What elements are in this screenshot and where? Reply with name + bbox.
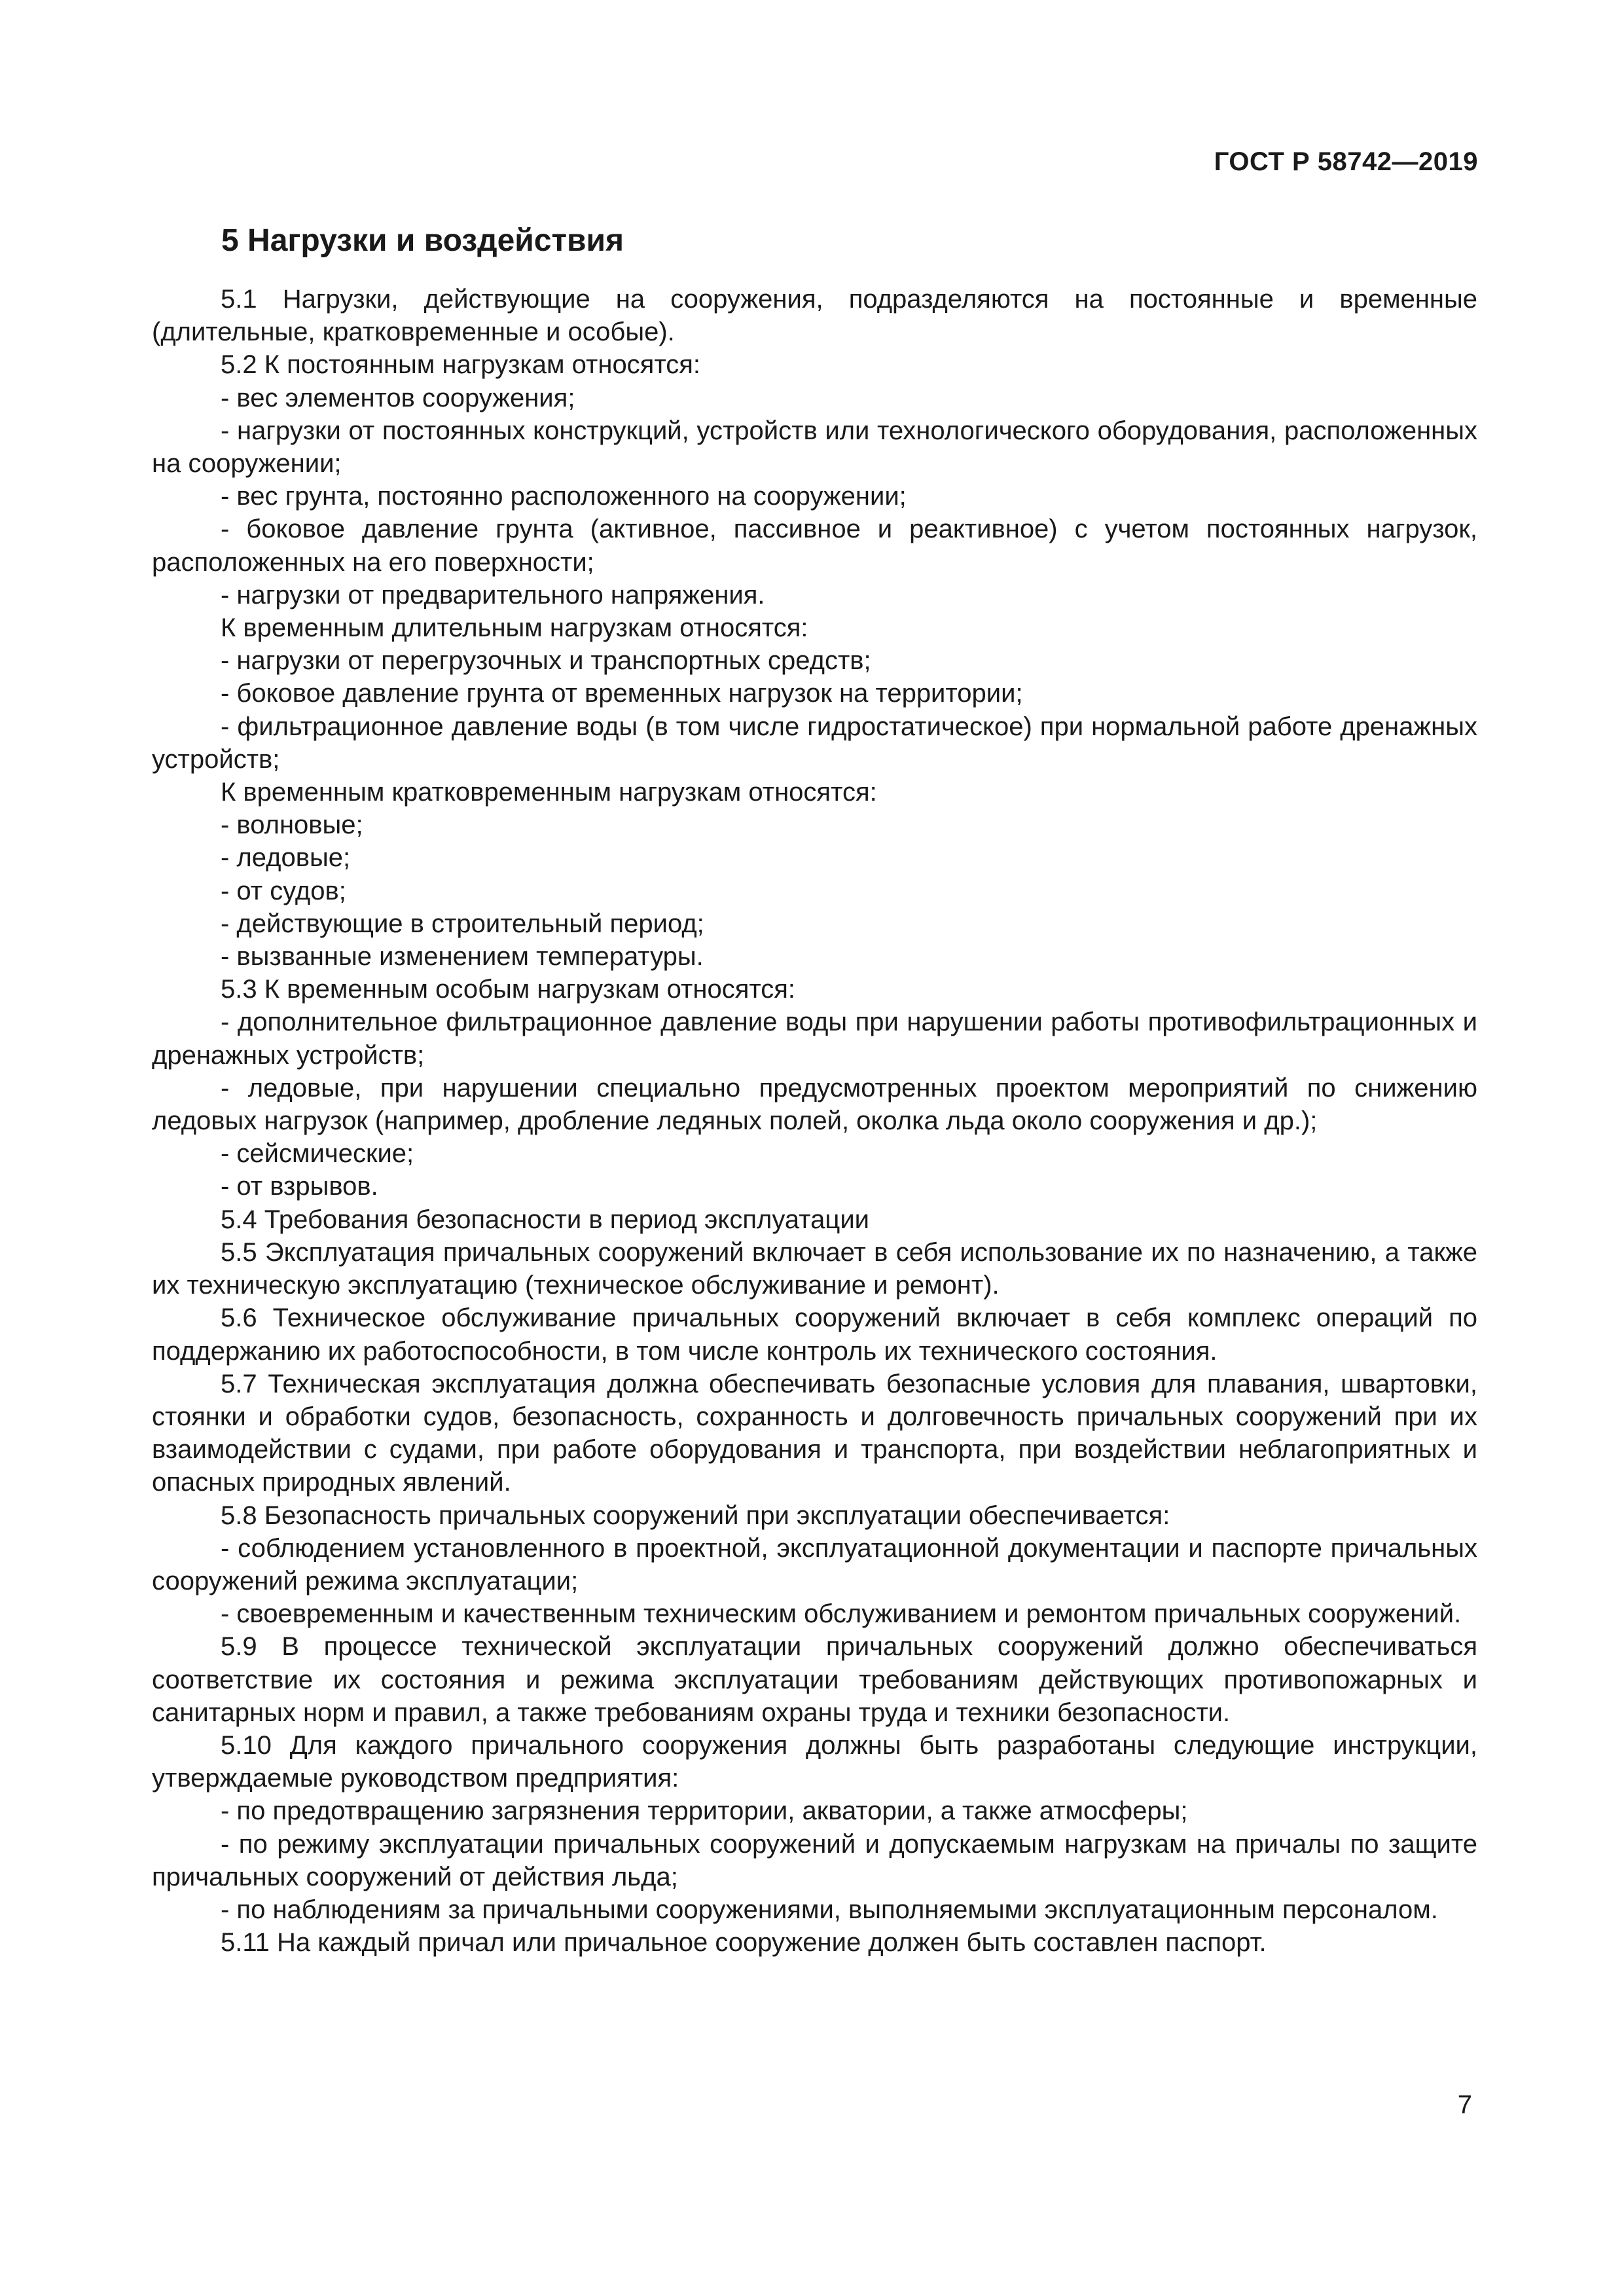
list-item: - действующие в строительный период; xyxy=(221,909,704,938)
list-item: - от взрывов. xyxy=(221,1172,378,1201)
page-number: 7 xyxy=(1457,2090,1472,2119)
list-item: - от судов; xyxy=(221,876,346,905)
list-item: - вес грунта, постоянно расположенного на сооружении; xyxy=(221,482,907,511)
list-item: - боковое давление грунта от временных нагрузок на территории; xyxy=(221,679,1023,708)
list-item: - соблюдением установленного в проектной, эксплуатационной документации и паспорте причальных сооружений режима эксплуатации; xyxy=(152,1533,1477,1595)
document-header: ГОСТ Р 58742—2019 xyxy=(1214,147,1478,176)
paragraph-5-4: 5.4 Требования безопасности в период эксплуатации xyxy=(221,1205,870,1234)
list-item: - по предотвращению загрязнения территории, акватории, а также атмосферы; xyxy=(221,1796,1188,1826)
list-item: - нагрузки от предварительного напряжения. xyxy=(221,580,765,610)
list-item: - дополнительное фильтрационное давление воды при нарушении работы противофильтрационных и дренажных устройств; xyxy=(152,1008,1477,1070)
list-item: - нагрузки от перегрузочных и транспортных средств; xyxy=(221,646,871,676)
list-item: - вызванные изменением температуры. xyxy=(221,942,704,972)
paragraph-5-8: 5.8 Безопасность причальных сооружений при эксплуатации обеспечивается: xyxy=(221,1501,1170,1530)
paragraph-5-11: 5.11 На каждый причал или причальное сооружение должен быть составлен паспорт. xyxy=(221,1928,1267,1958)
paragraph-5-9: 5.9 В процессе технической эксплуатации причальных сооружений должно обеспечиваться соответствие их состояния и режима эксплуатации требованиям действующих противопожарных и санитарных норм и правил, а также требованиям охраны труда и техники безопасности. xyxy=(152,1632,1477,1727)
paragraph-temporary-short: К временным кратковременным нагрузкам относятся: xyxy=(221,778,877,807)
paragraph-5-10: 5.10 Для каждого причального сооружения должны быть разработаны следующие инструкции, утверждаемые руководством предприятия: xyxy=(152,1730,1477,1793)
list-item: - волновые; xyxy=(221,811,363,840)
list-item: - нагрузки от постоянных конструкций, устройств или технологического оборудования, расположенных на сооружении; xyxy=(152,416,1477,479)
list-item: - ледовые, при нарушении специально предусмотренных проектом мероприятий по снижению ледовых нагрузок (например, дробление ледяных полей, околка льда около сооружения и др.); xyxy=(152,1073,1477,1136)
section-title: 5 Нагрузки и воздействия xyxy=(221,223,624,258)
list-item: - фильтрационное давление воды (в том числе гидростатическое) при нормальной работе дренажных устройств; xyxy=(152,712,1477,774)
list-item: - по режиму эксплуатации причальных сооружений и допускаемым нагрузкам на причалы по защите причальных сооружений от действия льда; xyxy=(152,1829,1477,1891)
list-item: - своевременным и качественным техническим обслуживанием и ремонтом причальных сооружений. xyxy=(221,1599,1462,1629)
paragraph-5-2: 5.2 К постоянным нагрузкам относятся: xyxy=(221,350,700,380)
paragraph-5-7: 5.7 Техническая эксплуатация должна обеспечивать безопасные условия для плавания, швартовки, стоянки и обработки судов, безопасность, сохранность и долговечность причальных сооружений при их взаимодействии с судами, при работе оборудования и транспорта, при воздействии неблагоприятных и опасных природных явлений. xyxy=(152,1369,1477,1497)
list-item: - сейсмические; xyxy=(221,1139,414,1169)
list-item: - ледовые; xyxy=(221,843,351,873)
paragraph-5-1: 5.1 Нагрузки, действующие на сооружения, подразделяются на постоянные и временные (длительные, кратковременные и особые). xyxy=(152,285,1477,347)
paragraph-5-6: 5.6 Техническое обслуживание причальных сооружений включает в себя комплекс операций по поддержанию их работоспособности, в том числе контроль их технического состояния. xyxy=(152,1303,1477,1366)
paragraph-5-5: 5.5 Эксплуатация причальных сооружений включает в себя использование их по назначению, а также их техническую эксплуатацию (техническое обслуживание и ремонт). xyxy=(152,1237,1477,1300)
list-item: - по наблюдениям за причальными сооружениями, выполняемыми эксплуатационным персоналом. xyxy=(221,1895,1438,1924)
document-body xyxy=(152,283,1477,1959)
list-item: - боковое давление грунта (активное, пассивное и реактивное) с учетом постоянных нагрузок, расположенных на его поверхности; xyxy=(152,515,1477,577)
paragraph-5-3: 5.3 К временным особым нагрузкам относятся: xyxy=(221,975,796,1004)
paragraph-temporary-long: К временным длительным нагрузкам относятся: xyxy=(221,613,808,643)
list-item: - вес элементов сооружения; xyxy=(221,383,575,412)
